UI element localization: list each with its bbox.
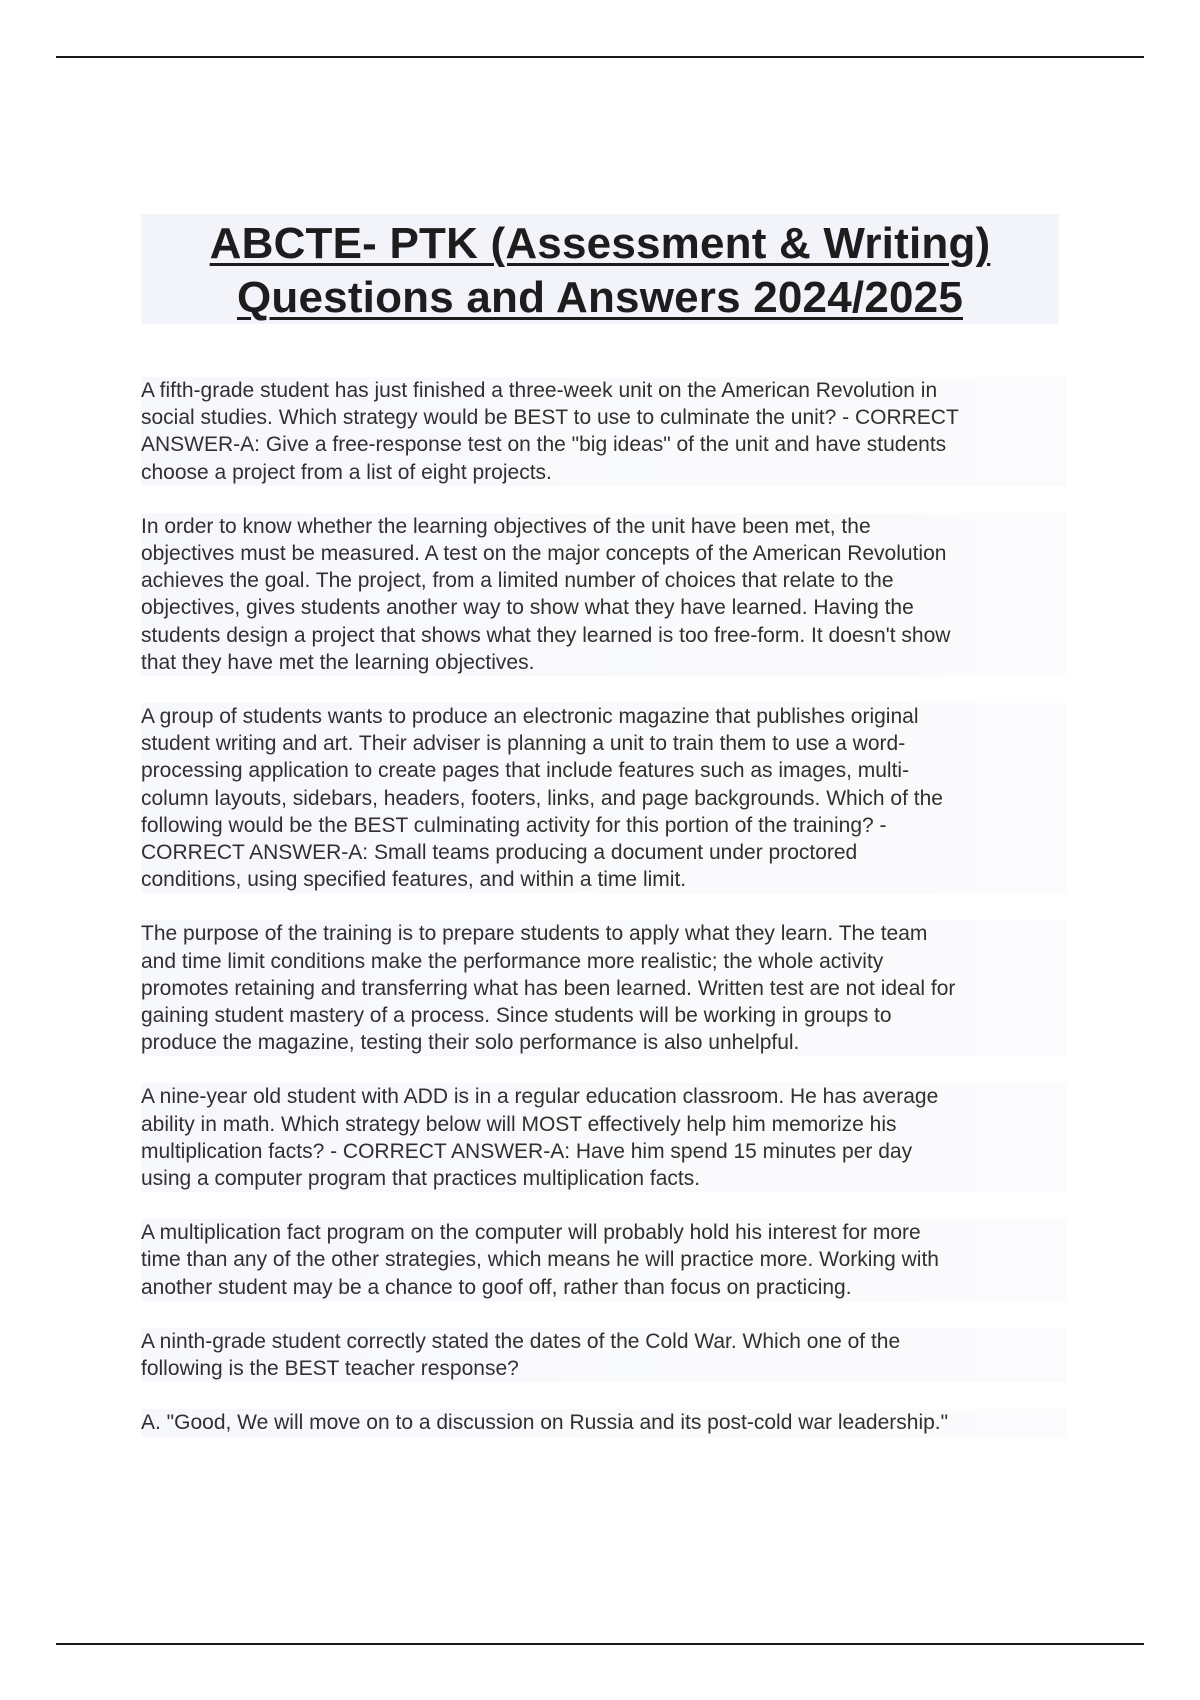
- paragraph-option-a: A. "Good, We will move on to a discussion on Russia and its post-cold war leadership.": [141, 1409, 1066, 1436]
- paragraph-question-1: A fifth-grade student has just finished a three-week unit on the American Revolution in social studies. Which strategy would be BEST to use to culminate the unit? - CORRECT ANSWER-A: Give a free-response test on the "big ideas" of the unit and have students choose a project from a list of eight projects.: [141, 377, 1066, 486]
- title-block: [141, 214, 1059, 324]
- paragraph-question-3: A nine-year old student with ADD is in a regular education classroom. He has average ability in math. Which strategy below will MOST effectively help him memorize his multiplication facts? - CORRECT ANSWER-A: Have him spend 15 minutes per day using a computer program that practices multiplication facts.: [141, 1083, 1066, 1192]
- paragraph-explanation-3: A multiplication fact program on the computer will probably hold his interest for more time than any of the other strategies, which means he will practice more. Working with another student may be a chance to goof off, rather than focus on practicing.: [141, 1219, 1066, 1301]
- bottom-rule: [56, 1643, 1144, 1645]
- paragraph-explanation-2: The purpose of the training is to prepare students to apply what they learn. The team and time limit conditions make the performance more realistic; the whole activity promotes retaining and transferring what has been learned. Written test are not ideal for gaining student mastery of a process. Since students will be working in groups to produce the magazine, testing their solo performance is also unhelpful.: [141, 920, 1066, 1056]
- paragraph-explanation-1: In order to know whether the learning objectives of the unit have been met, the objectives must be measured. A test on the major concepts of the American Revolution achieves the goal. The project, from a limited number of choices that relate to the objectives, gives students another way to show what they have learned. Having the students design a project that shows what they learned is too free-form. It doesn't show that they have met the learning objectives.: [141, 513, 1066, 676]
- document-title-line-1: ABCTE- PTK (Assessment & Writing): [209, 219, 991, 268]
- document-title-line-2: Questions and Answers 2024/2025: [236, 273, 963, 322]
- document-body: [141, 377, 1066, 1464]
- paragraph-question-2: A group of students wants to produce an electronic magazine that publishes original student writing and art. Their adviser is planning a unit to train them to use a word- processing application to create pages that include features such as images, multi- column layouts, sidebars, headers, footers, links, and page backgrounds. Which of the following would be the BEST culminating activity for this portion of the training? - CORRECT ANSWER-A: Small teams producing a document under proctored conditions, using specified features, and within a time limit.: [141, 703, 1066, 893]
- paragraph-question-4: A ninth-grade student correctly stated the dates of the Cold War. Which one of the following is the BEST teacher response?: [141, 1328, 1066, 1382]
- top-rule: [56, 56, 1144, 58]
